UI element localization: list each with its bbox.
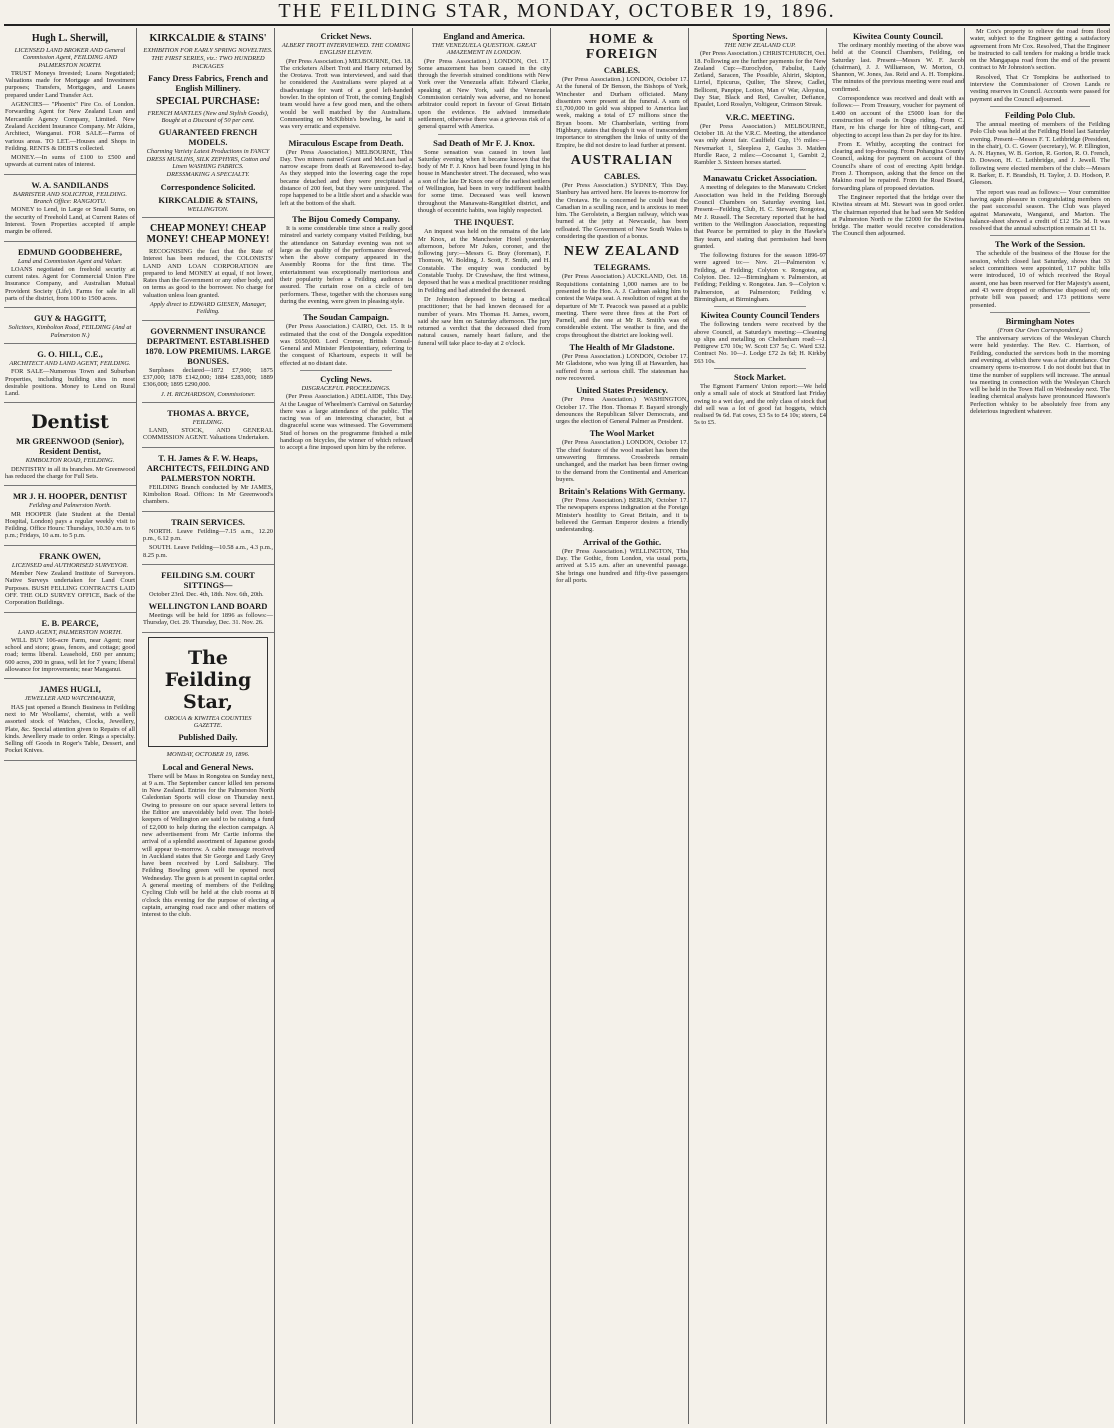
ad-subtitle: JEWELLER AND WATCHMAKER, — [24, 695, 116, 703]
ad-title: Hugh L. Sherwill, — [31, 33, 109, 44]
article-body: There will be Mass in Rongotea on Sunday next, at 9 a.m. The September cancer killed ten persons in New Zealand. Entries for the Palmerston North Caledonian Sports will close on Thursday next. Owing to pressure on our space several letters to the Editor are unavoidably held over. The hotel-keepers of Wellington are said to be raising a fund of £2,000 to help during the election campaign. A new advertisement from Mr Cartie informs the arrival of a splendid assortment of Japanese goods will appear to-morrow. A cable message received in Auckland states that Sir George and Lady Grey have been received by Lord Salisbury. The Feilding Bowling green will be opened next Wednesday. The green is at present in capital order. A general meeting of members of the Feilding Cycling Club will be held at the club rooms at 8 o'clock this evening for the purpose of electing a captain, arranging road race and other matters of interest to the club. — [142, 772, 274, 919]
ad-title: GOVERNMENT INSURANCE DEPARTMENT. ESTABLISHED 1870. LOW PREMIUMS. LARGE BONUSES. — [145, 325, 271, 366]
court-sittings — [142, 565, 274, 633]
divider — [714, 169, 806, 170]
article-title: Local and General News. — [162, 761, 254, 772]
article-body: The Engineer reported that the bridge over the Kiwitea stream at Mt. Stewart was in good order. The chairman reported that he had seen Mr Seddon at Palmerston North re the £2000 for the Kiwitea bridge. The matter would receive consideration. The Council then adjourned. — [832, 193, 964, 238]
ad-line: GUARANTEED FRENCH MODELS. — [158, 127, 258, 148]
article-body: (Per Press Association.) ADELAIDE, This Day. At the League of Wheelmen's Carnival on Saturday there was a large attendance of the public. The racing was of an interesting character, but a disgraceful scene was witnessed. The Government Stud of horses on the programme finished a mile handicap on bicycles, the winner of which refused to accept a fine imposed upon him by the referee. — [280, 393, 412, 452]
article-title: Stock Market. — [734, 371, 786, 382]
article-subtitle: V.R.C. MEETING. — [725, 111, 795, 122]
article-body: From E. Whitby, accepting the contract for clearing and top-dressing. From Pohangina County Council, asking for payment on account of this Council's share of cost of erecting Apiti bridge. From J. Thompson, asking that the fence on the Makino road be repaired. From the Road Board, forwarding plans of proposed deviation. — [832, 140, 964, 192]
ad-subtitle: KIMBOLTON ROAD, FEILDING. — [25, 457, 115, 465]
ad-title: E. B. PEARCE, — [41, 617, 99, 628]
ad-body: WILL BUY 106-acre Farm, near Agent; near school and store; grass, fences, and cottage; good road; terms liberal. Leasehold, £60 per annum; 600 acres, 200 in grass, will let for 7 years; liberal allowance for improvements; near Manganui. — [5, 636, 135, 674]
article-title: The Work of the Session. — [994, 239, 1086, 250]
article-body: Dr Johnston deposed to being a medical practitioner; that he had known deceased for a number of years. Mrs Thomas H. James, sworn, said she saw him on Saturday afternoon. The jury returned a verdict that the deceased died from natural causes, namely heart failure, and the funeral will take place to-day at 2 o'clock. — [418, 295, 550, 347]
article-title: Cycling News. — [320, 373, 372, 384]
ad-title: GUY & HAGGITT, — [33, 313, 107, 324]
ad-body: Member New Zealand Institute of Surveyors. Native Surveys undertaken for Land Court Purposes. BUSH FELLING CONTRACTS LAID OFF. THE OLD SURVEY OFFICE, Back of the Corporation Buildings. — [5, 570, 135, 607]
train-north: NORTH. Leave Feilding—7.15 a.m., 12.20 p.m., 6.12 p.m. — [143, 527, 273, 542]
ad-subtitle: Feilding and Palmerston North. — [28, 502, 111, 510]
column-1 — [4, 28, 137, 1424]
divider — [300, 308, 392, 309]
divider — [438, 134, 530, 135]
ad-body: MONEY.—In sums of £100 to £500 and upwards at current rates of interest. — [5, 154, 135, 169]
article-title: Cricket News. — [320, 31, 372, 41]
column-4 — [418, 28, 551, 1424]
article-body: The following fixtures for the season 1896-97 were agreed to:— Nov. 21—Palmerston v. Feilding, at Feilding; Colyton v. Rongotea, at Colyton. Dec. 12—Birmingham v. Palmerston, at Feilding; Feilding v. Rongotea. Jan. 9—Colyton v. Palmerston, at Palmerston; Feilding v. Birmingham, at Birmingham. — [694, 252, 826, 303]
article-subtitle: (From Our Own Correspondent.) — [997, 326, 1083, 334]
section-subtitle: CABLES. — [603, 170, 641, 181]
article-title: Kiwitea County Council Tenders — [700, 310, 820, 321]
ad-body: FEILDING Branch conducted by Mr JAMES, Kimbolton Road. Offices: In Mr Greenwood's chambers. — [143, 483, 273, 506]
ad-line: J. H. RICHARDSON, Commissioner. — [160, 390, 256, 398]
ad-body: LAND, STOCK, AND GENERAL COMMISSION AGENT. Valuations Undertaken. — [143, 427, 273, 442]
article-body: The anniversary services of the Wesleyan Church were held yesterday. The Rev. C. Harrison, of Feilding, conducted the services both in the morning and evening, at which there was a fair attendance. Our creamery opens to-morrow. I do not doubt but that in time the number of suppliers will increase. The annual tea meeting in connection with the Wesleyan Church will be held in the Town Hall on Wednesday next. The leading chemical analysts have pronounced Hawson's Perfection whisky to be absolutely free from any deleterious ingredient whatever. — [970, 335, 1110, 416]
article-body: (Per Press Association.) WASHINGTON, October 17. The Hon. Thomas F. Bayard strongly denounces the Republican Silver Democrats, and urges the election of General Palmer as President. — [556, 396, 688, 426]
paper-subtitle: OROUA & KIWITEA COUNTIES GAZETTE. — [164, 714, 252, 729]
divider — [990, 235, 1090, 236]
ad-subtitle: BARRISTER AND SOLICITOR, FEILDING. Branch Office: RANGIOTU. — [13, 190, 127, 206]
divider — [990, 312, 1090, 313]
article-subtitle: ALBERT TROTT INTERVIEWED. THE COMING ENGLISH ELEVEN. — [281, 42, 411, 57]
divider — [714, 368, 806, 369]
ad-title: MR GREENWOOD (Senior), Resident Dentist, — [16, 436, 124, 457]
ad-sandilands — [4, 175, 136, 242]
ad-title: EDMUND GOODBEHERE, — [18, 246, 122, 257]
ad-goodbehere — [4, 242, 136, 309]
column-3 — [280, 28, 413, 1424]
ad-subtitle: FEILDING. — [192, 418, 224, 426]
ad-title: JAMES HUGLI, — [39, 684, 101, 695]
ad-owen — [4, 546, 136, 613]
article-title: Britain's Relations With Germany. — [558, 486, 686, 497]
ad-line: DRESSMAKING A SPECIALTY. — [166, 171, 250, 179]
article-body: Mr Cox's property to relieve the road from flood water, subject to the Engineer getting a satisfactory agreement from Mr Cox. Resolved, That the Engineer be instructed to call tenders for making a bridle track on the Mangapapa road from the end of the present contract to Mr Johnston's section. — [970, 28, 1110, 72]
newspaper-masthead: THE FEILDING STAR, MONDAY, OCTOBER 19, 1896. — [278, 0, 836, 22]
ad-line: THE FIRST SERIES, viz.: TWO HUNDRED PACKAGES — [151, 55, 265, 70]
article-body: The annual meeting of members of the Feilding Polo Club was held at the Feilding Hotel last Saturday evening. Present—Messrs F. T. Lethbridge (President, in the chair), O. C. Gower (secretary), W. P. Ellington, A. N. Haynes, W. B. Gorton, R. Gorton, R. O. French, D. Dowson, H. C. Lethbridge, and J. Jewell. The following were elected members of the club:—Messrs R. Barker, E. F. Brandish, H. Taylor, J. D. Hodson, P. Gleeson. — [970, 120, 1110, 187]
ad-body: Surpluses declared—1872 £7,900; 1875 £37,000; 1878 £142,000; 1884 £283,000; 1889 £306,000; 1895 £290,000. — [143, 366, 273, 389]
article-body: (Per Press Association.) MELBOURNE, October 18. At the V.R.C. Meeting, the attendance was only about fair. Caulfield Cup, 1½ miles:—Newmarket 1, Sleepless 2, Gaulus 3. Maiden Hurdle Race, 2 miles:—Cocoanut 1, Gambit 2, Rambler 3. Sixteen horses started. — [694, 122, 826, 167]
column-8 — [970, 28, 1110, 1424]
article-body: The Egmont Farmers' Union report:—We held only a small sale of stock at Stratford last Friday owing to a wet day, and the only class of stock that did sell was a lot of good fat hoggets, which realised 9s 6d. Fat cows, £3 5s to £4 10s; steers, £4 5s to £5. — [694, 382, 826, 427]
article-title: The Health of Mr Gladstone. — [569, 342, 675, 353]
ad-subtitle: LICENSED LAND BROKER AND General Commission Agent, FEILDING AND PALMERSTON NORTH. — [14, 47, 126, 69]
ad-line: Correspondence Solicited. — [160, 181, 256, 192]
article-subtitle: THE VENEZUELA QUESTION. GREAT AMAZEMENT IN LONDON. — [431, 42, 537, 57]
article-title: Kiwitea County Council. — [853, 31, 943, 41]
column-2 — [142, 28, 275, 1424]
court-dates: October 23rd. Dec. 4th, 18th. Nov. 6th, 20th. — [149, 590, 264, 598]
ad-cheap-money — [142, 218, 274, 321]
article-body: A meeting of delegates to the Manawatu Cricket Association was held in the Feilding Borough Council Chambers on Saturday evening last. Present—Feilding Club, H. C. Stewart; Rongotea, Mr J. Russell. The Secretary reported that he had written to the Wellington Association, requesting that Pearce be permitted to play in the Hawke's Bay team, and stating that permission had been granted. — [694, 184, 826, 250]
ad-body: AGENCIES— "Phoenix" Fire Co. of London. Forwarding Agent for New Zealand Loan and Mercantile Agency Company, Limited. New Zealand Accident Insurance Company. Mr Atkins, Architect, Wanganui. FOR SALE—Farms of various areas. TO LET.—Houses and Shops in Feilding. RENTS & DEBTS collected. — [5, 101, 135, 152]
ad-line: Apply direct to EDWARD GIESEN, Manager, Feilding. — [149, 301, 267, 316]
ad-line: WELLINGTON. — [187, 205, 229, 213]
article-body: (Per Press Association.) AUCKLAND, Oct. 18. Requisitions containing 1,000 names are to be presented to the Hon. A. J. Cadman asking him to contest the Waipa seat. A resolution of regret at the departure of Mr T. Peacock was passed at a public meeting. There were three fires at the Port of Parnell, and the one at Mr R. Smith's was of considerable extent. The weather is fine, and the crops throughout the district are looking well. — [556, 273, 688, 339]
ad-body: MONEY to Lend, in Large or Small Sums, on the security of Freehold Land, at Current Rates of Interest. Town Properties accepted if ample margin be offered. — [5, 206, 135, 236]
divider — [300, 370, 392, 371]
article-body: Correspondence was received and dealt with as follows:— From Treasury, voucher for payment of L400 on account of the £5000 loan for the construction of roads in Ongo riding. From C. Hare, re his charge for hire of tilting-cart, and objecting to accept less than 2s per day for its hire. — [832, 95, 964, 139]
article-body: Resolved, That Cr Tompkins be authorised to interview the Commissioner of Crown Lands re vesting reserves in Council. Accounts were passed for payment and the Council adjourned. — [970, 73, 1110, 103]
ad-subtitle: Solicitors, Kimbolton Road, FEILDING (And at Palmerston N.) — [8, 324, 132, 339]
ad-subtitle: ARCHITECT AND LAND AGENT, FEILDING. — [9, 359, 131, 367]
ad-subtitle: LICENSED and AUTHORISED SURVEYOR. — [11, 561, 129, 569]
article-title: Birmingham Notes — [1005, 315, 1075, 326]
column-7 — [832, 28, 965, 1424]
ad-subtitle: LAND AGENT, PALMERSTON NORTH. — [17, 628, 123, 636]
article-title: United States Presidency. — [576, 385, 668, 396]
ad-line: Charming Variety Latest Productions in FANCY DRESS MUSLINS, SILK ZEPHYRS, Cotton and Linen WASHING FABRICS. — [146, 148, 270, 171]
article-body: The ordinary monthly meeting of the above was held at the Council Chambers, Feilding, on Saturday last. Present—Messrs W. F. Jacob (chairman), J. J. Williamson, W. Morton, O. Shannon, W. Jones, Jas. Reid and A. H. Tompkins. The minutes of the previous meeting were read and confirmed. — [832, 42, 964, 93]
ad-title: W. A. SANDILANDS — [31, 179, 109, 190]
ad-title: KIRKCALDIE & STAINS' — [149, 33, 267, 44]
ad-line: SPECIAL PURCHASE: — [156, 95, 260, 107]
section-title: NEW ZEALAND — [563, 244, 681, 260]
ad-line: KIRKCALDIE & STAINS, — [158, 194, 258, 205]
article-body: The report was read as follows:— Your committee having again pleasure in congratulating members on the past successful season. The Club was played against Manawatu, Wanganui, and Marton. The balance-sheet showed a credit of £12 15s 3d. It was resolved that the annual subscription remain at £1 1s. — [970, 188, 1110, 233]
ad-bryce — [142, 403, 274, 448]
issue-date: MONDAY, OCTOBER 19, 1896. — [166, 751, 250, 759]
ad-hill — [4, 344, 136, 403]
land-board-dates: Meetings will be held for 1896 as follows:— Thursday, Oct. 29. Thursday, Dec. 31. Nov. 26. — [143, 612, 273, 627]
ad-title: THOMAS A. BRYCE, — [167, 407, 249, 418]
ad-body: MR HOOPER (late Student at the Dental Hospital, London) pays a regular weekly visit to Feilding. Office Hours: Thursdays, 10.30 a.m. to 6 p.m.; Fridays, 10 a.m. to 5 p.m. — [5, 510, 135, 540]
train-south: SOUTH. Leave Feilding—10.58 a.m., 4.3 p.m., 8.25 p.m. — [143, 544, 273, 559]
divider — [300, 210, 392, 211]
column-6 — [694, 28, 827, 1424]
article-body: (Per Press Association.) MELBOURNE, Oct. 18. The cricketers Albert Trott and Harry returned by the Orotava. Trott was interviewed, and said that he considered the Australians were played at a disadvantage for want of a good left-handed bowler. In the opinion of Trott, the coming English team would have a few good men, and the others would be well matched by the Australians. Commenting on McKibbin's bowling, he said it was very erratic and expensive. — [280, 57, 412, 131]
ad-title: MR J. H. HOOPER, DENTIST — [12, 491, 128, 502]
article-subtitle: THE NEW ZEALAND CUP. — [724, 42, 796, 49]
ad-title: FRANK OWEN, — [39, 550, 101, 561]
ad-title: T. H. James & F. W. Heaps, ARCHITECTS, FEILDING AND PALMERSTON NORTH. — [146, 452, 270, 483]
ad-body: FOR SALE—Numerous Town and Suburban Properties, including building sites in most desirable positions. Money to Lend on Rural Land. — [5, 368, 135, 398]
train-services — [142, 512, 274, 565]
article-body: (Per Press Association.) MELBOURNE, This Day. Two miners named Grant and McLean had a narrow escape from death at Ravenswood to-day. As they stepped into the lowering cage the rope became detached and they were precipitated a distance of 200 feet, but they were uninjured. The rope happened to be a little short and a shackle was left at the bottom of the shaft. — [280, 148, 412, 207]
section-title: FEILDING S.M. COURT SITTINGS— — [161, 569, 255, 590]
article-body: (Per Press Association.) BERLIN, October 17. The newspapers express indignation at the Foreign Minister's hostility to Great Britain, and it is believed the German Emperor desires a friendly understanding. — [556, 497, 688, 534]
article-body: (Per Press Association.) WELLINGTON, This Day. The Gothic, from London, via usual ports, arrived at 5.15 a.m. after an uneventful passage. She brings one hundred and fifty-five passengers for all ports. — [556, 547, 688, 584]
section-subtitle: TELEGRAMS. — [593, 262, 651, 273]
ad-body: HAS just opened a Branch Business in Feilding next to Mr Woollams', chemist, with a well assorted stock of Watches, Clocks, Jewellery, Plate, &c. Special attention given to Repairs of all kinds. Jewellery made to order. Rings a specialty. Selling off Goods in Roger's Table, Dessert, and Pocket Knives. — [5, 703, 135, 755]
article-body: (Per Press Association.) CHRISTCHURCH, Oct. 18. Following are the further payments for the New Zealand Cup:—Euroclydon, Fabulist, Lady Zetland, Saracen, The Possible, Ahiriri, Skipton, Lirriel, Epicurus, Quilter, The Shrew, Cadlet, Bellicent, Panpipe, Lotion, Man o' War, Aloysius, Day Star, Black and Red, Cavalier, Defiance, Epaulet, Lord Rosslyn, Voltigeur, Crimson Streak. — [694, 50, 826, 109]
article-subtitle: DISGRACEFUL PROCEEDINGS. — [301, 384, 391, 392]
article-title: Manawatu Cricket Association. — [702, 173, 818, 184]
paper-name: The Feilding Star, — [164, 646, 252, 713]
article-body: (Per Press Association.) SYDNEY, This Day. Stanbury has arrived here. He leaves to-morrow for the Orotava. He is concerned he could beat the Canadian in a sculling race, and is anxious to meet him. The Gerolstein, a Bergian railway, which was burned at the jetty at Newcastle, has been refloated. The Government of New South Wales is considering the question of a bonus. — [556, 181, 688, 241]
article-title: Feilding Polo Club. — [1004, 109, 1076, 120]
published-daily: Published Daily. — [178, 732, 238, 743]
article-title: England and America. — [443, 31, 525, 41]
ad-guy-haggitt — [4, 308, 136, 344]
article-title: The Soudan Campaign. — [303, 312, 389, 323]
article-body: Some sensation was caused in town last Saturday evening when it became known that the body of Mr F. J. Knox had been found lying in his house in Manchester street. The deceased, who was a son of the late Dr Knox one of the earliest settlers of Wellington, had been in very indifferent health for some time. Deceased was well known throughout the Manawatu-Rangitikei district, and though of eccentric habits, was highly respected. — [418, 148, 550, 214]
newspaper-columns — [4, 28, 1110, 1424]
ad-title: G. O. HILL, C.E., — [37, 348, 103, 359]
ad-line: Fancy Dress Fabrics, French and English Millinery. — [148, 72, 268, 93]
ad-kirkcaldie-exhibition — [142, 28, 274, 218]
dentist-logo: Dentist — [31, 411, 109, 434]
article-body: The following tenders were received by the above Council, at Saturday's meeting:—Cleaning up slips and metalling on Cheltenham road:—J. Pettigrew £70 10s; W. Scott £37 5s; C. Ward £32. Contract No. 10—J. Lodge £72 2s 6d; H. Kirkby £63 10s. — [694, 321, 826, 365]
section-subtitle: CABLES. — [603, 65, 641, 75]
article-title: Arrival of the Gothic. — [582, 536, 662, 547]
ad-body: DENTISTRY in all its branches. Mr Greenwood has reduced the charge for Full Sets. — [5, 465, 135, 480]
ad-govt-insurance — [142, 321, 274, 403]
article-title: The Wool Market — [589, 428, 655, 439]
ad-title: CHEAP MONEY! CHEAP MONEY! CHEAP MONEY! — [146, 222, 270, 245]
ad-james-heaps — [142, 448, 274, 512]
article-body: (Per Press Association.) LONDON, October 17. Mr Gladstone, who was lying ill at Hawarden, has suffered from a serious chill. The statesman has now recovered. — [556, 353, 688, 382]
article-body: (Per Press Association.) LONDON, October 17. At the funeral of Dr Benson, the Bishops of York, Winchester and Durham officiated. Many dissenters were present at the funeral. A sum of £1,700,000 in gold was shipped to America last week, making a total of £7 millions since the Bryan boom. Mr Chamberlain, writing from Highbury, states that though it was of transcendent importance to strengthen the links of unity of the Empire, he did not desire to lead further at present. — [556, 76, 688, 149]
article-subtitle: THE INQUEST. — [454, 217, 514, 228]
ad-body: TRUST Moneys Invested; Loans Negotiated; Valuations made for Mortgage and Investment purposes; Transfers, Mortgages, and Leases prepared under Land Transfer Act. — [5, 69, 135, 99]
divider — [300, 134, 392, 135]
ad-line: FRENCH MANTLES (New and Stylish Goods), Bought at a Discount of 50 per cent. — [147, 109, 269, 125]
article-body: It is some considerable time since a really good minstrel and variety company visited Feilding, but the attendance on Saturday evening was not so large as the quality of the performance deserved, when the above company appeared in the Assembly Rooms for the first time. The entertainment was exceptionally meritorious and their popularity before a Feilding audience is assured. The curtain rose on a circle of ten performers. These, together with the choruses sung during the evening, were given in pleasing style. — [280, 224, 412, 305]
article-body: (Per Press Association.) LONDON, Oct. 17. Some amazement has been caused in the city through the feverish strained conditions with New York over the Venezuela affair. Edward Clarke, speaking at New York, said the Venezuela Commission certainly was adverse, and no honest arbitrator could report in favour of Great Britain upon the evidence. He advised immediate settlement, otherwise there was a grievous risk of a general quarrel with America. — [418, 57, 550, 131]
divider — [714, 306, 806, 307]
article-title: The Bijou Comedy Company. — [292, 213, 400, 224]
article-body: (Per Press Association.) CAIRO, Oct. 15. It is estimated that the cost of the Dongola expedition was £650,000. Lord Cromer, British Consul-General and Minister Plenipotentiary, referring to the conquest of Khartoum, expects it will be effected at no distant date. — [280, 323, 412, 367]
ad-greenwood — [4, 403, 136, 486]
masthead-rule — [4, 24, 1110, 26]
divider — [990, 106, 1090, 107]
section-title: AUSTRALIAN — [570, 152, 674, 168]
column-5 — [556, 28, 689, 1424]
ad-hugli — [4, 679, 136, 760]
paper-nameplate — [148, 637, 268, 748]
article-body: The schedule of the business of the House for the session, which closed last Saturday, shows that 33 select committees were appointed, 117 public bills were introduced, 10 of which received the Royal assent, one has been reserved for Her Majesty's assent, and 43 were dropped or otherwise disposed of; one private bill was passed; and 173 petitions were presented. — [970, 250, 1110, 309]
ad-subtitle: Land and Commission Agent and Valuer. — [17, 257, 123, 265]
article-title: Sporting News. — [732, 31, 788, 41]
ad-hooper — [4, 486, 136, 545]
ad-body: LOANS negotiated on freehold security at current rates. Agent for Commercial Union Fire Insurance Company, and Australian Mutual Provident Society (Life). Farms for sale in all parts of the district, from 100 to 1500 acres. — [5, 265, 135, 303]
ad-sherwill — [4, 28, 136, 175]
ad-pearce — [4, 613, 136, 680]
section-title: WELLINGTON LAND BOARD — [148, 601, 268, 612]
ad-subtitle: EXHIBITION FOR EARLY SPRING NOVELTIES. — [143, 47, 273, 54]
section-title: HOME & FOREIGN — [585, 32, 659, 62]
article-body: (Per Press Association.) LONDON, October 17. The chief feature of the wool market has been the unwavering firmness. Crossbreds remain unchanged, and the market has been firmer owing to the demand from the Continental and American buyers. — [556, 439, 688, 483]
section-title: TRAIN SERVICES. — [171, 516, 245, 527]
article-title: Miraculous Escape from Death. — [288, 137, 404, 148]
ad-body: RECOGNISING the fact that the Rate of Interest has been reduced, the COLONISTS' LAND AND LOAN CORPORATION are prepared to lend MONEY at equal, if not lower, Rates than the Government or any other body, and on terms as good to the borrower. No charge for valuation unless loan granted. — [143, 247, 273, 299]
article-body: An inquest was held on the remains of the late Mr Knox, at the Manchester Hotel yesterday afternoon, before Mr Jukes, coroner, and the following jury:—Messrs G. Bray (foreman), F. Thomson, W. Bolding, J. Scott, F. Smith, and H. Constable. The enquiry was conducted by Constable Tuohy. Dr Crawshaw, the first witness, deposed that he was a medical practitioner residing in Feilding and had attended the deceased. — [418, 228, 550, 294]
article-title: Sad Death of Mr F. J. Knox. — [433, 137, 535, 148]
